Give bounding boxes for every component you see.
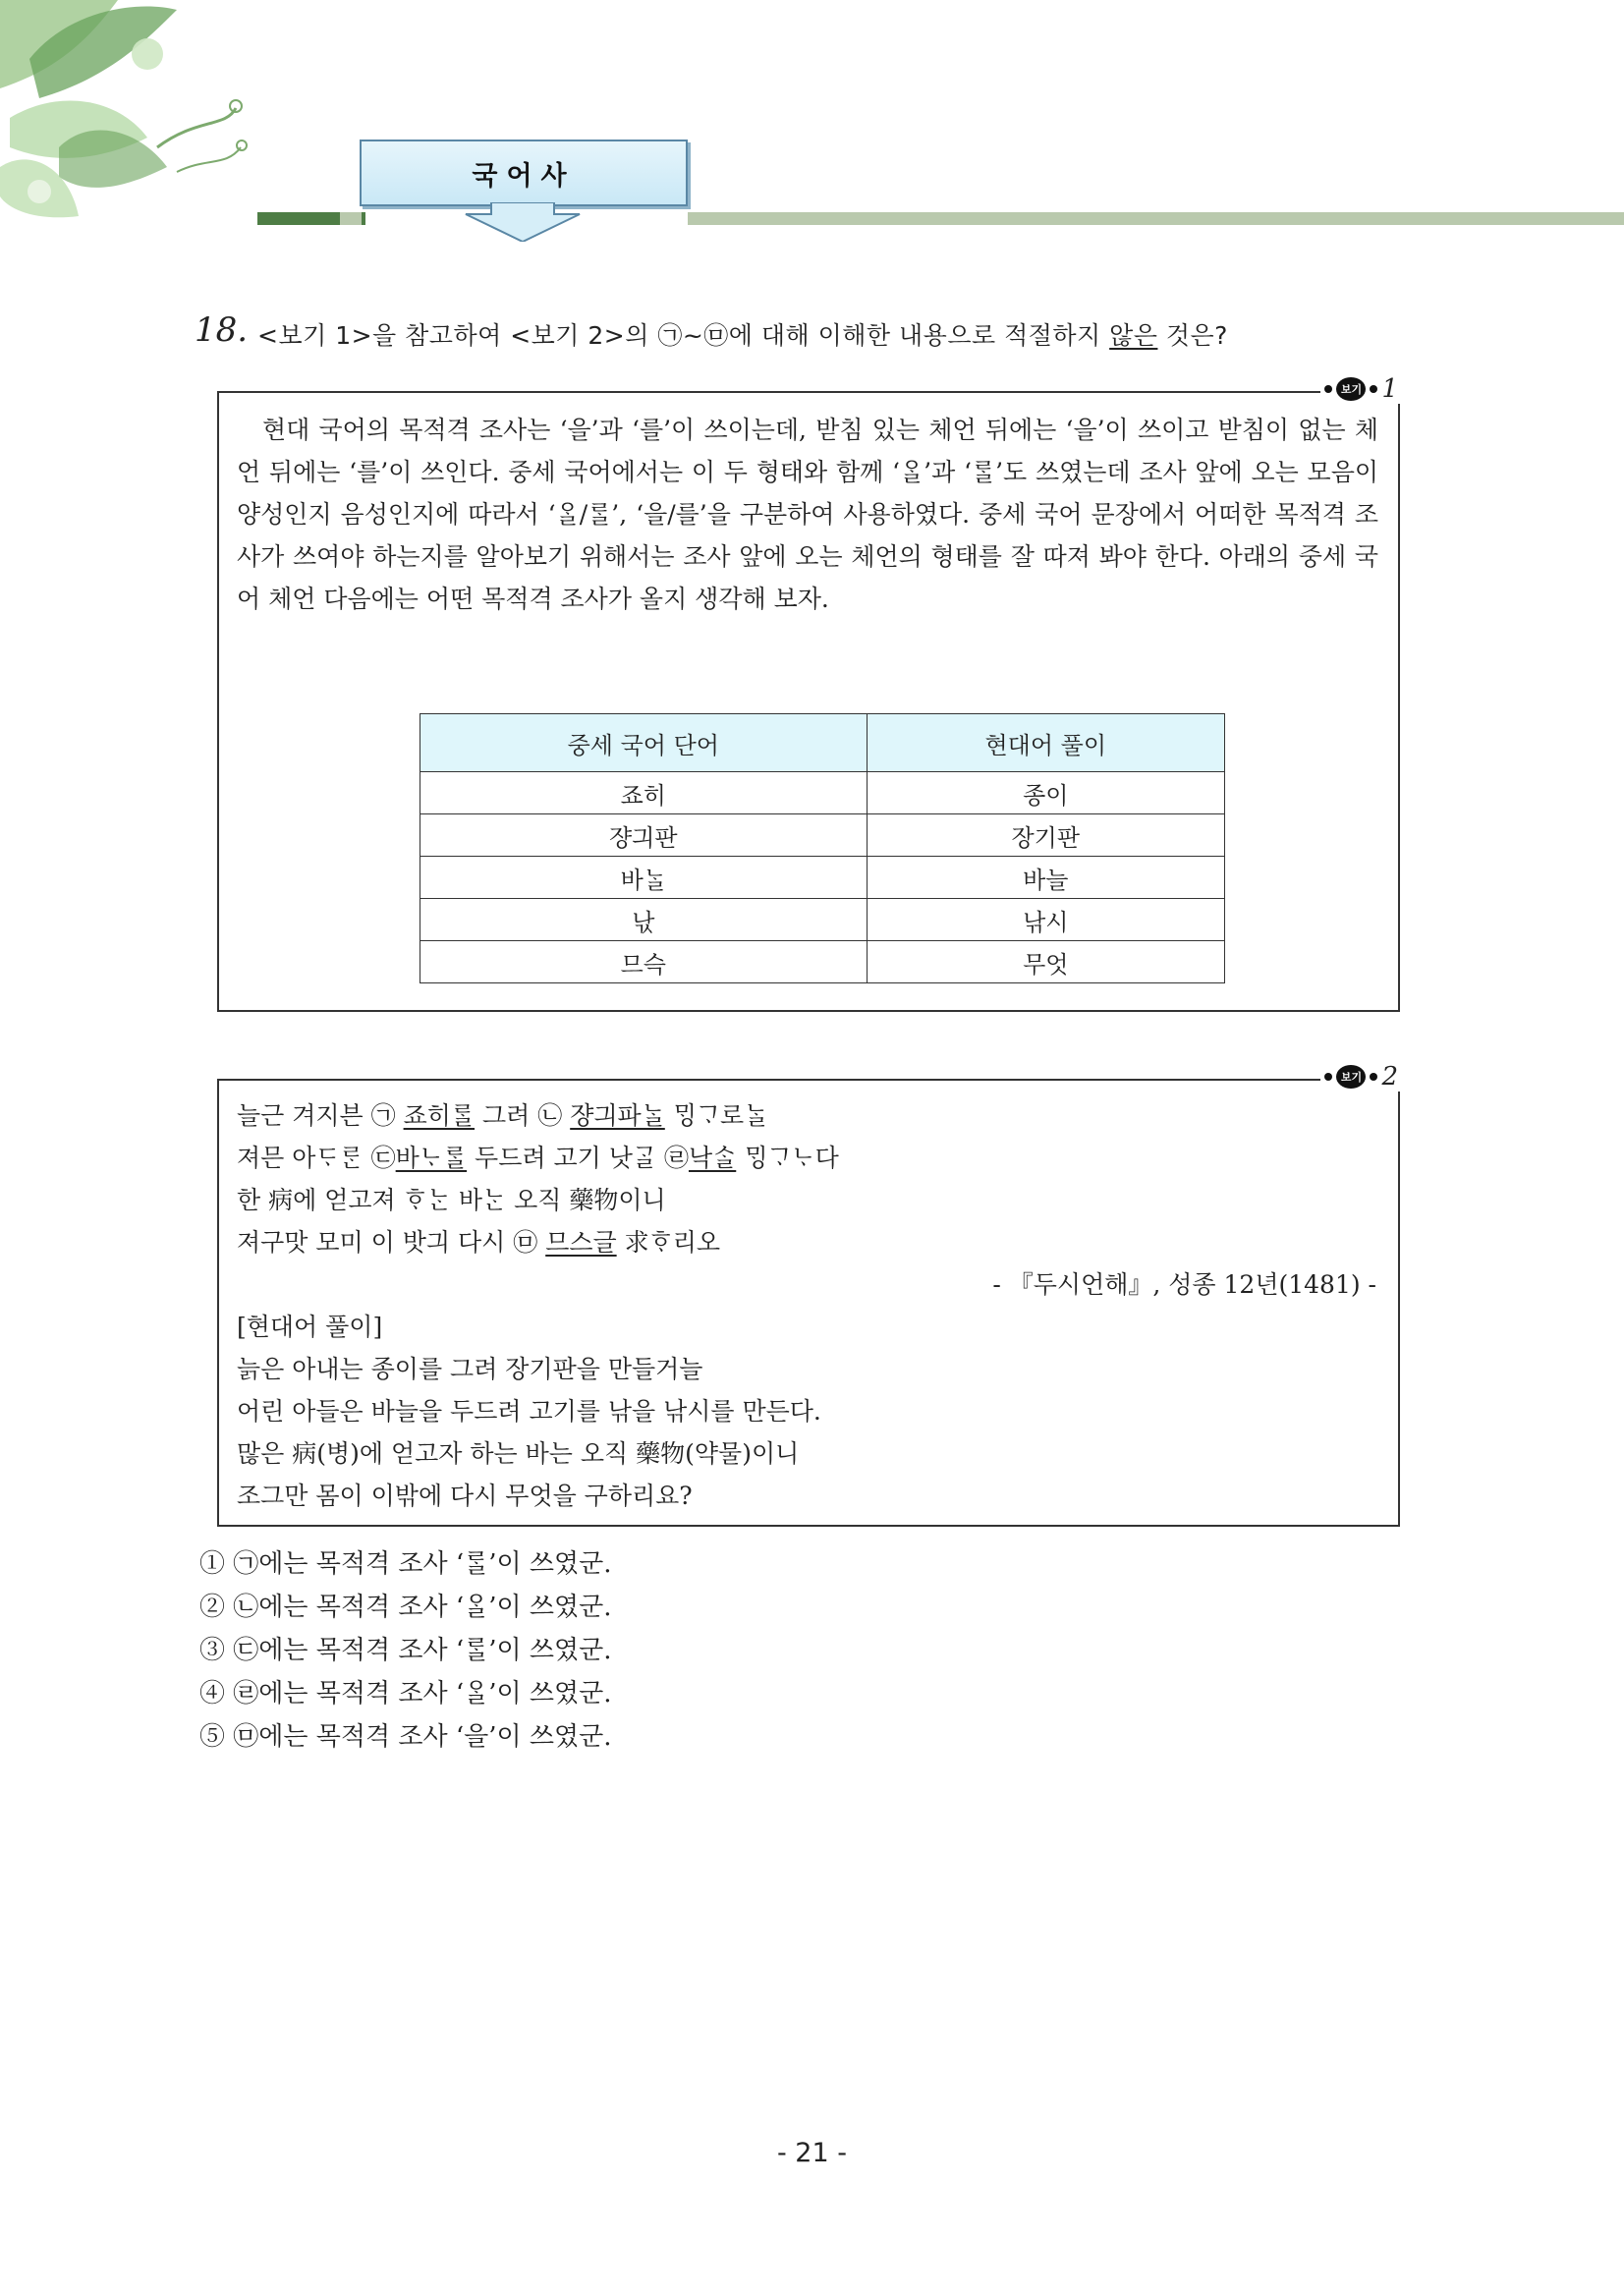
bogi-1-label [1320,374,1402,404]
modern-line: 많은 病(병)에 얻고자 하는 바는 오직 藥物(약물)이니 [237,1439,800,1468]
choice-2[interactable]: ② ㉡에는 목적격 조사 ‘ᄋᆞᆯ’이 쓰였군. [199,1593,612,1622]
header-rule-left-light [340,212,362,225]
table-cell: 낚시 [867,899,1224,941]
question-number: 18. [195,310,249,350]
table-row [420,941,1225,983]
poem-underlined: 바ᄂᆞᄅᆞᆯ [395,1144,468,1172]
choice-5[interactable]: ⑤ ㉤에는 목적격 조사 ‘을’이 쓰였군. [199,1722,612,1752]
floral-corner-decoration [0,0,255,231]
table-cell: 쟝긔판 [420,814,868,857]
question-text-part: <보기 1>을 참고하여 <보기 2>의 ㉠~㉤에 대해 이해한 내용으로 적절하지 [257,321,1110,350]
table-row [420,814,1225,857]
question-text-end: 것은? [1157,321,1228,350]
bogi-1-box [217,374,1400,1012]
answer-choices [199,1542,612,1759]
poem-text: 늘근 겨지븐 ㉠ [237,1101,404,1130]
word-table [420,713,1225,983]
poem-text: 져구맛 모미 이 밧긔 다시 ㉤ [237,1228,546,1257]
bogi-seal: 보기 [1336,1065,1366,1089]
dot-icon [1324,385,1332,393]
poem-line [237,1179,1376,1221]
question-emphasis: 않은 [1109,321,1158,350]
poem-line [237,1094,1376,1137]
table-header: 중세 국어 단어 [420,714,868,772]
poem-line [237,1137,1376,1179]
poem-text: 求ᄒᆞ리오 [616,1228,721,1257]
modern-line: 조그만 몸이 이밖에 다시 무엇을 구하리요? [237,1482,693,1510]
poem-source: - 『두시언해』, 성종 12년(1481) - [992,1270,1376,1299]
poem-text: 두드려 고기 낫ᄀᆞᆯ ㉣ [467,1144,689,1172]
dot-icon [1324,1073,1332,1081]
modern-line: 늙은 아내는 종이를 그려 장기판을 만들거늘 [237,1355,703,1383]
subject-title: 국어사 [360,140,688,206]
table-cell: 므슥 [420,941,868,983]
bogi-1-text: 현대 국어의 목적격 조사는 ‘을’과 ‘를’이 쓰이는데, 받침 있는 체언 뒤에는 ‘을’이 쓰이고 받침이 없는 체언 뒤에는 ‘를’이 쓰인다. 중세 국어에서는 이 두 형태와 함께 ‘ᄋᆞᆯ’과 ‘ᄅᆞᆯ’도 쓰였는데 조사 앞에 오는 모음이 양성인지 음성인지에 따라서 ‘ᄋᆞᆯ/ᄅᆞᆯ’, ‘을/를’을 구분하여 사용하였다. 중세 국어 문장에서 어떠한 목적격 조사가 쓰여야 하는지를 알아보기 위해서는 조사 앞에 오는 체언의 형태를 잘 따져 봐야 한다. 아래의 중세 국어 체언 다음에는 어떤 목적격 조사가 올지 생각해 보자. [237,416,1378,613]
table-header: 현대어 풀이 [867,714,1224,772]
table-cell: 종이 [867,772,1224,814]
poem-text: 그려 ㉡ [475,1101,571,1130]
dot-icon [1370,385,1377,393]
table-row [420,899,1225,941]
choice-1[interactable]: ① ㉠에는 목적격 조사 ‘ᄅᆞᆯ’이 쓰였군. [199,1549,612,1579]
table-cell: 장기판 [867,814,1224,857]
poem-block [237,1094,1376,1517]
table-row [420,857,1225,899]
table-row [420,772,1225,814]
poem-text: ᄆᆡᆼᄀᆞᄂᆞ다 [736,1144,839,1172]
table-cell: 바늘 [867,857,1224,899]
table-cell: 낛 [420,899,868,941]
table-header-row [420,714,1225,772]
poem-underlined: 낙ᄉᆞᆯ [688,1144,737,1172]
poem-text: 한 病에 얻고져 ᄒᆞᄂᆞᆫ 바ᄂᆞᆫ 오직 藥物이니 [237,1186,666,1214]
bogi-2-number: 2 [1381,1062,1398,1092]
header-rule-right [688,212,1624,225]
page-number: - 21 - [776,2138,847,2168]
modern-line: 어린 아들은 바늘을 두드려 고기를 낚을 낚시를 만든다. [237,1397,821,1426]
poem-underlined: 죠히ᄅᆞᆯ [403,1101,476,1130]
choice-3[interactable]: ③ ㉢에는 목적격 조사 ‘ᄅᆞᆯ’이 쓰였군. [199,1636,612,1665]
down-arrow-icon [464,202,582,242]
bogi-2-label [1320,1062,1402,1092]
bogi-1-paragraph [237,409,1378,620]
dot-icon [1370,1073,1377,1081]
table-cell: 무엇 [867,941,1224,983]
poem-underlined: 므스글 [545,1228,617,1257]
bogi-seal: 보기 [1336,377,1366,401]
table-cell: 바ᄂᆞᆯ [420,857,868,899]
table-cell: 죠히 [420,772,868,814]
bogi-1-number: 1 [1381,374,1398,404]
choice-4[interactable]: ④ ㉣에는 목적격 조사 ‘ᄋᆞᆯ’이 쓰였군. [199,1679,612,1708]
modern-title: [현대어 풀이] [237,1313,383,1341]
poem-line [237,1221,1376,1263]
question-stem [257,316,1228,352]
poem-text: 져믄 아ᄃᆞᄅᆞᆫ ㉢ [237,1144,396,1172]
poem-underlined: 쟝긔파ᄂᆞᆯ [570,1101,665,1130]
poem-text: ᄆᆡᆼᄀᆞ로ᄂᆞᆯ [664,1101,768,1130]
bogi-2-box [217,1062,1400,1527]
